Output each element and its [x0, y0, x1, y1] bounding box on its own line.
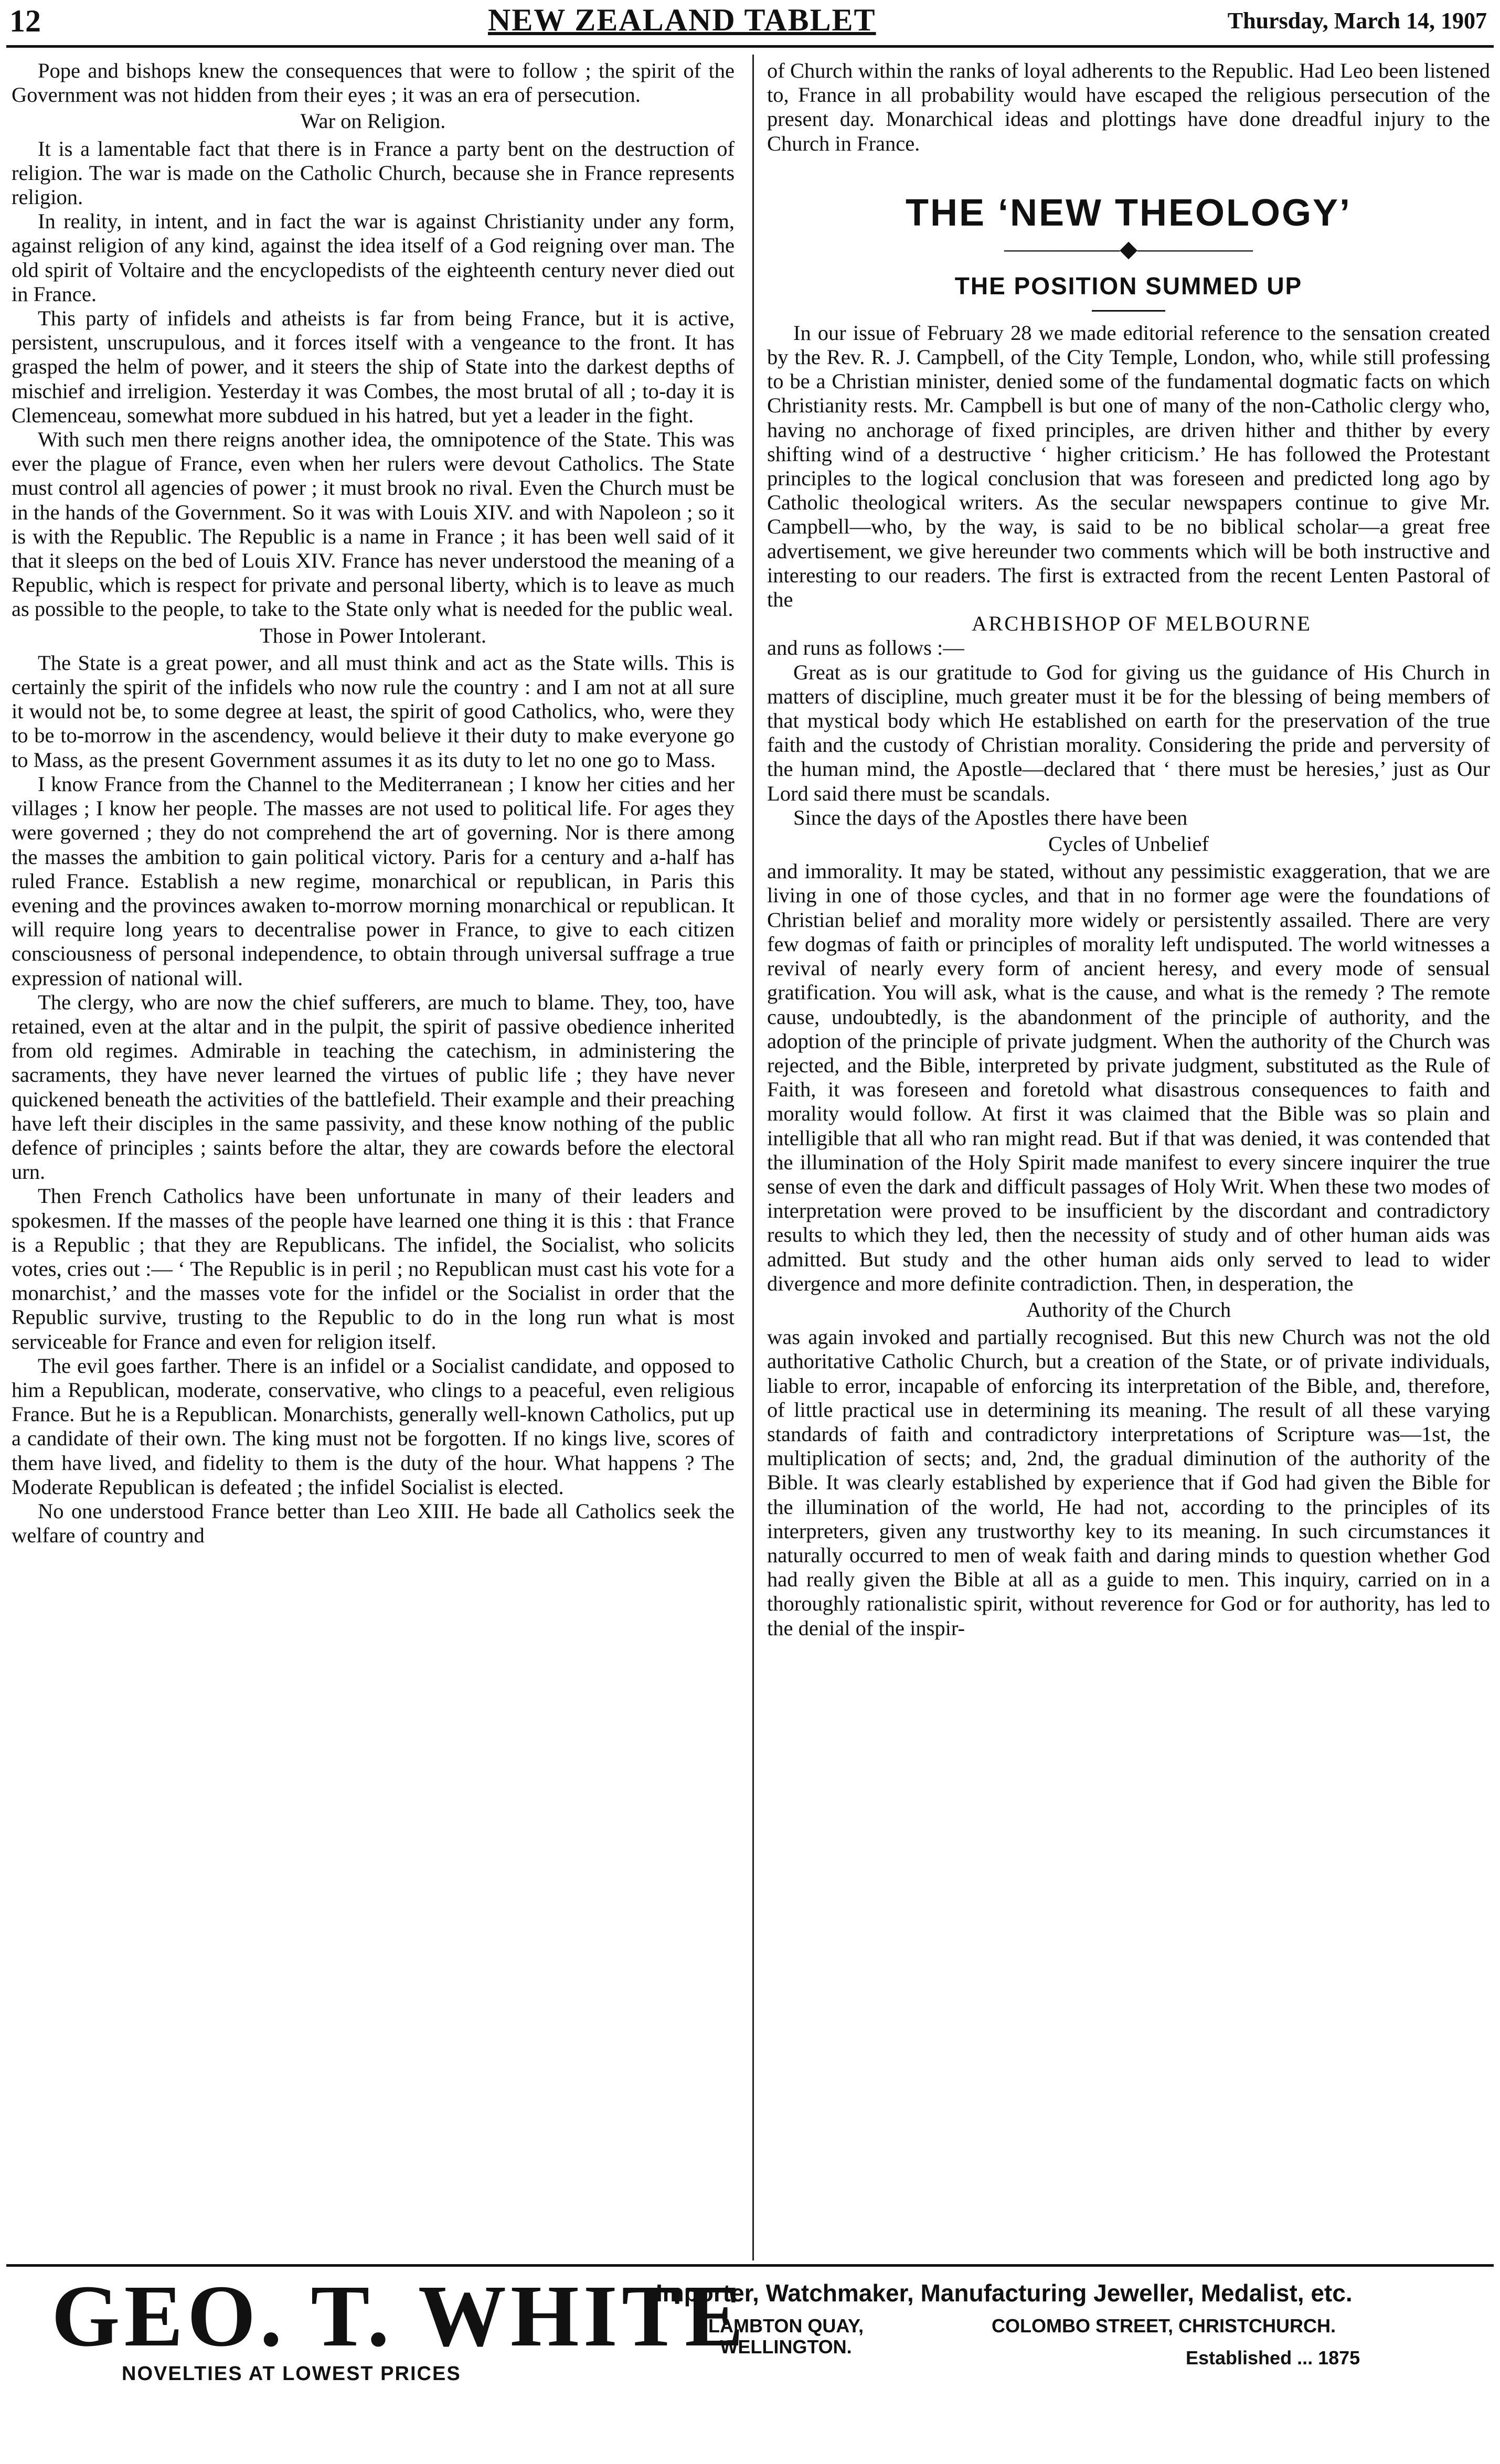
paragraph: Since the days of the Apostles there have been — [793, 805, 1188, 829]
paragraph: The clergy, who are now the chief sufferers, are much to blame. They, too, have retained, even at the altar and in the pulpit, the spirit of passive obedience inherited from old regimes. Admirable in teaching the catechism, in administering the sacraments, they have never learned the virtues of public life ; they have never quickened beneath the activities of the battlefield. Their example and their preaching have left their disciples in the same passivity, and these know nothing of the public defence of principles ; saints before the altar, they are cowards before the electoral urn. — [12, 990, 735, 1184]
advertiser-address-christchurch: COLOMBO STREET, CHRISTCHURCH. — [992, 2315, 1336, 2337]
advertiser-description: Importer, Watchmaker, Manufacturing Jeweller, Medalist, etc. — [656, 2279, 1353, 2307]
right-column — [767, 59, 1490, 1640]
paragraph: of Church within the ranks of loyal adherents to the Republic. Had Leo been listened to, France in all probability would have escaped the religious persecution of the present day. Monarchical ideas and plottings have done dreadful injury to the Church in France. — [767, 59, 1490, 155]
paragraph: The State is a great power, and all must think and act as the State wills. This is certainly the spirit of the infidels who now rule the country : and I am not at all sure it would not be, to some degree at least, the spirit of good Catholics, who, were they to be to-morrow in the ascendency, would believe it their duty to make everyone go to Mass, as the present Government assumes it as its duty to let no one go to Mass. — [12, 650, 735, 772]
page-number: 12 — [9, 4, 41, 38]
paragraph: I know France from the Channel to the Mediterranean ; I know her cities and her villages ; I know her people. The masses are not used to political life. For ages they were governed ; they do not comprehend the art of governing. Nor is there among the masses the ambition to gain political victory. Paris for a century and a-half has ruled France. Establish a new regime, monarchical or republican, in Paris this evening and the provinces awaken to-morrow morning monarchical or republican. It will require long years to decentralise power in France, to give to each citizen consciousness of personal independence, to obtain through universal suffrage a true expression of national will. — [12, 772, 735, 990]
advertiser-name: GEO. T. WHITE — [51, 2267, 748, 2365]
publication-title: NEW ZEALAND TABLET — [488, 3, 876, 37]
short-rule — [1092, 310, 1165, 312]
paragraph: Then French Catholics have been unfortunate in many of their leaders and spokesmen. If the masses of the people have learned one thing it is this : that France is a Republic ; that they are Republicans. The infidel, the Socialist, who solicits votes, cries out :— ‘ The Republic is in peril ; no Republican must cast his vote for a monarchist,’ and the masses vote for the infidel or the Socialist in order that the Republic survive, trusting to the Republic to do in the long run what is most serviceable for France and even for religion itself. — [12, 1184, 735, 1353]
section-heading: ARCHBISHOP OF MELBOURNE — [971, 612, 1312, 636]
paragraph: Pope and bishops knew the consequences that were to follow ; the spirit of the Government was not hidden from their eyes ; it was an era of persecution. — [12, 59, 735, 107]
paragraph: No one understood France better than Leo XIII. He bade all Catholics seek the welfare of country and — [12, 1499, 735, 1548]
ornament-divider: —————◆————— — [1004, 236, 1253, 262]
paragraph: was again invoked and partially recognised. But this new Church was not the old authoritative Catholic Church, but a creation of the State, or of private individuals, liable to error, incapable of enforcing its interpretation of the Bible, and, therefore, of little practical use in determining its meaning. The result of all these varying standards of faith and contradictory interpretations of Scripture was—1st, the multiplication of sects; and, 2nd, the gradual diminution of the authority of the Bible. It was clearly established by experience that if God had given the Bible for the illumination of the world, He had not, according to the principles of its interpreters, given any trustworthy key to its meaning. In such circumstances it naturally occurred to men of weak faith and daring minds to question whether God had really given the Bible at all as a guide to men. This inquiry, carried on in a thoroughly rationalistic spirit, without reverence for God or for authority, has led to the denial of the inspir- — [767, 1325, 1490, 1640]
advertiser-established: Established ... 1875 — [1186, 2347, 1360, 2369]
column-divider — [752, 55, 754, 2260]
paragraph: The evil goes farther. There is an infidel or a Socialist candidate, and opposed to him a Republican, moderate, conservative, who clings to a peaceful, even religious France. But he is a Republican. Monarchists, generally well-known Catholics, put up a candidate of their own. The king must not be forgotten. If no kings live, scores of them have lived, and fidelity to them is the duty of the hour. What happens ? The Moderate Republican is defeated ; the infidel Socialist is elected. — [12, 1353, 735, 1499]
paragraph: This party of infidels and atheists is far from being France, but it is active, persistent, unscrupulous, and it forces itself with a vengeance to the front. It has grasped the helm of power, and it steers the ship of State into the darkest depths of mischief and irreligion. Yesterday it was Combes, the most brutal of all ; to-day it is Clemenceau, somewhat more subdued in his hatred, but yet a leader in the fight. — [12, 306, 735, 427]
article-subtitle: THE POSITION SUMMED UP — [954, 272, 1303, 300]
paragraph: It is a lamentable fact that there is in France a party bent on the destruction of religion. The war is made on the Catholic Church, because she in France represents religion. — [12, 136, 735, 209]
advertiser-address-wellington — [708, 2316, 864, 2358]
left-column — [12, 59, 735, 1548]
paragraph: and runs as follows :— — [767, 636, 964, 660]
header-rule — [6, 45, 1494, 48]
paragraph: Great as is our gratitude to God for giving us the guidance of His Church in matters of discipline, much greater must it be for the blessing of being members of that mystical body which He established on earth for the preservation of the true faith and the custody of Christian morality. Considering the pride and perversity of the human mind, the Apostle—declared that ‘ there must be heresies,’ just as Our Lord said there must be scandals. — [767, 660, 1490, 805]
section-heading: War on Religion. — [300, 109, 446, 133]
article-title: THE ‘NEW THEOLOGY’ — [905, 191, 1352, 234]
paragraph: With such men there reigns another idea, the omnipotence of the State. This was ever the plague of France, even when her rulers were devout Catholics. The State must control all agencies of power ; it must brook no rival. Even the Church must be in the hands of the Government. So it was with Louis XIV. and with Napoleon ; so it is with the Republic. The Republic is a name in France ; it has been well said of it that it sleeps on the bed of Louis XIV. France has never understood the meaning of a Republic, which is respect for private and personal liberty, which is to leave as much as possible to the people, to take to the State only what is needed for the public weal. — [12, 428, 735, 621]
footer-rule — [6, 2264, 1494, 2267]
paragraph: and immorality. It may be stated, without any pessimistic exaggeration, that we are living in one of those cycles, and that in no former age were the foundations of Christian belief and morality more widely or persistently assailed. There are very few dogmas of faith or principles of morality left undisputed. The world witnesses a revival of nearly every form of ancient heresy, and every mode of sensual gratification. You will ask, what is the cause, and what is the remedy ? The remote cause, undoubtedly, is the abandonment of the principle of authority, and the adoption of the principle of private judgment. When the authority of the Church was rejected, and the Bible, interpreted by private judgment, substituted as the Rule of Faith, it was foreseen and foretold what disastrous consequences to faith and morality would follow. At first it was claimed that the Bible was so plain and intelligible that all who ran might read. But if that was denied, it was contended that the illumination of the Holy Spirit made manifest to every sincere inquirer the true sense of even the dark and difficult passages of Holy Writ. When these two modes of interpretation were proved to be insufficient by the discordant and contradictory results to which they led, then the necessity of study and of other human aids was admitted. But study and the other human aids only served to lead to wider divergence and more definite contradiction. Then, in desperation, the — [767, 859, 1490, 1295]
paragraph: In our issue of February 28 we made editorial reference to the sensation created by the Rev. R. J. Campbell, of the City Temple, London, who, while still professing to be a Christian minister, denied some of the fundamental dogmatic facts on which Christianity rests. Mr. Campbell is but one of many of the non-Catholic clergy who, having no anchorage of fixed principles, are driven hither and thither by every shifting wind of a destructive ‘ higher criticism.’ He has followed the Protestant principles to the logical conclusion that was foreseen and predicted long ago by Catholic theological writers. As the secular newspapers continue to give Mr. Campbell—who, by the way, is said to be no biblical scholar—a great free advertisement, we give hereunder two comments which will be both instructive and interesting to our readers. The first is extracted from the recent Lenten Pastoral of the — [767, 321, 1490, 612]
issue-date: Thursday, March 14, 1907 — [1227, 8, 1487, 34]
address-line: WELLINGTON. — [720, 2336, 852, 2358]
address-line: LAMBTON QUAY, — [708, 2315, 864, 2337]
page-header — [0, 0, 1500, 45]
paragraph: In reality, in intent, and in fact the war is against Christianity under any form, against religion of any kind, against the idea itself of a God reigning over man. The old spirit of Voltaire and the encyclopedists of the eighteenth century never died out in France. — [12, 209, 735, 306]
section-heading: Those in Power Intolerant. — [260, 623, 486, 647]
section-heading: Cycles of Unbelief — [1048, 832, 1209, 856]
advertiser-tagline: NOVELTIES AT LOWEST PRICES — [122, 2363, 461, 2385]
advertisement — [0, 2268, 1500, 2464]
section-heading: Authority of the Church — [1026, 1297, 1231, 1321]
